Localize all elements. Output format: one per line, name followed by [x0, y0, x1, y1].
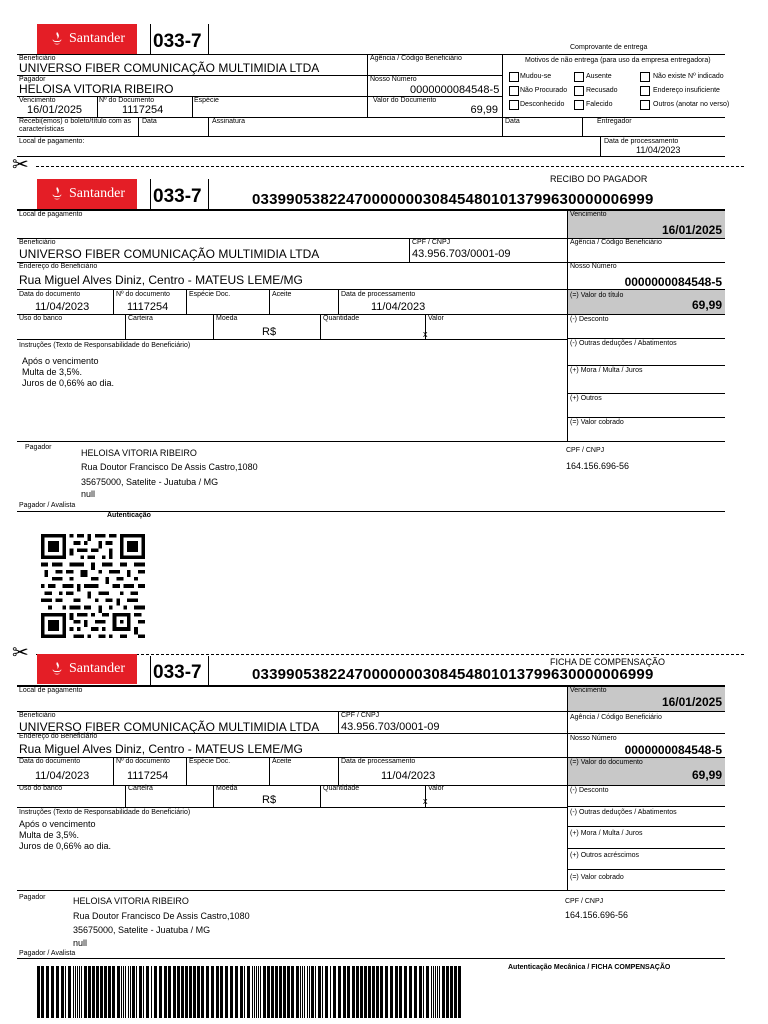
ficha-valor-x: x — [423, 796, 428, 806]
label-pagador: Pagador — [19, 76, 46, 83]
ficha-pagador-nome: HELOISA VITORIA RIBEIRO — [73, 896, 189, 906]
label-pagador: Pagador — [19, 894, 46, 901]
label-uso-banco: Uso do banco — [19, 315, 63, 322]
barcode — [37, 966, 461, 1018]
label-local-pag: Local de pagamento — [19, 211, 83, 218]
ficha-cnpj: 43.956.703/0001-09 — [341, 721, 440, 733]
santander-flame-icon — [49, 31, 65, 47]
label-nosso-numero: Nosso Número — [370, 76, 417, 83]
ficha-nosso-numero: 0000000084548-5 — [624, 743, 722, 757]
label-aceite: Aceite — [272, 758, 292, 765]
label-endereco: Endereço do Beneficiário — [19, 733, 98, 740]
instrucao-line: Multa de 3,5%. — [22, 367, 83, 377]
santander-flame-icon — [49, 186, 65, 202]
cut-line — [36, 654, 744, 655]
label-instrucoes: Instruções (Texto de Responsabilidade do Beneficiário) — [19, 342, 191, 349]
label-local-pag: Local de pagamento: — [19, 138, 85, 145]
ficha-title: FICHA DE COMPENSAÇÃO — [550, 657, 666, 667]
recibo-pagador-cpf: 164.156.696-56 — [566, 461, 630, 471]
ficha-data-proc: 11/04/2023 — [381, 770, 436, 782]
stub-valor-doc: 69,99 — [470, 104, 498, 116]
label-mora: (+) Mora / Multa / Juros — [570, 367, 643, 374]
ficha-pagador-end3: null — [73, 938, 88, 948]
santander-flame-icon — [49, 661, 65, 677]
digitable-line: 03399053822470000000308454801013799630000006999 — [252, 666, 654, 683]
label-autenticacao: Autenticação — [107, 512, 151, 519]
label-vencimento: Vencimento — [570, 211, 607, 218]
label-data-proc: Data de processamento — [341, 758, 416, 765]
recibo-pagador-end1: Rua Doutor Francisco De Assis Castro,1080 — [81, 462, 258, 472]
label-data: Data — [142, 118, 157, 125]
label-valor: Valor — [428, 785, 444, 792]
label-nosso-numero: Nosso Número — [570, 263, 617, 270]
label-num-doc: Nº do Documento — [99, 97, 155, 104]
label-entregador: Entregador — [597, 118, 632, 125]
recibo-data-doc: 11/04/2023 — [35, 301, 90, 313]
instrucao-line: Juros de 0,66% ao dia. — [22, 378, 115, 388]
label-data-proc: Data de processamento — [341, 291, 416, 298]
stub-title: Comprovante de entrega — [570, 44, 648, 51]
label-desconto: (-) Desconto — [570, 787, 609, 794]
label-vencimento: Vencimento — [570, 687, 607, 694]
santander-logo — [37, 24, 137, 54]
label-data2: Data — [505, 118, 520, 125]
label-moeda: Moeda — [216, 785, 238, 792]
label-agencia: Agência / Código Beneficiário — [570, 714, 662, 721]
recibo-data-proc: 11/04/2023 — [371, 301, 426, 313]
label-mora: (+) Mora / Multa / Juros — [570, 830, 643, 837]
label-desconto: (-) Desconto — [570, 316, 609, 323]
label-cpf-cnpj: CPF / CNPJ — [412, 239, 451, 246]
label-assinatura: Assinatura — [212, 118, 246, 125]
recibo-pagador-nome: HELOISA VITORIA RIBEIRO — [81, 448, 197, 458]
label-especie-doc: Espécie Doc. — [189, 758, 231, 765]
recibo-cnpj: 43.956.703/0001-09 — [412, 248, 511, 260]
instrucao-line: Após o vencimento — [19, 819, 96, 829]
instrucao-line: Após o vencimento — [22, 356, 99, 366]
ficha-num-doc: 1117254 — [127, 770, 169, 782]
label-carteira: Carteira — [128, 315, 153, 322]
label-pagador-cpf: CPF / CNPJ — [565, 898, 604, 905]
label-pagador: Pagador — [25, 444, 52, 451]
ficha-pagador-end1: Rua Doutor Francisco De Assis Castro,1080 — [73, 911, 250, 921]
label-data-doc: Data do documento — [19, 758, 81, 765]
label-valor-doc: (=) Valor do documento — [570, 759, 643, 766]
label-data-proc: Data de processamento — [604, 138, 679, 145]
bank-code: 033-7 — [153, 662, 202, 683]
santander-logo — [37, 179, 137, 209]
label-beneficiario: Beneficiário — [19, 55, 56, 62]
recibo-num-doc: 1117254 — [127, 301, 169, 313]
label-pagador-cpf: CPF / CNPJ — [566, 447, 605, 454]
label-instrucoes: Instruções (Texto de Responsabilidade do Beneficiário) — [19, 809, 191, 816]
ficha-vencimento: 16/01/2025 — [661, 695, 722, 709]
label-aceite: Aceite — [272, 291, 292, 298]
label-moeda: Moeda — [216, 315, 238, 322]
stub-vencimento: 16/01/2025 — [27, 104, 83, 116]
label-quantidade: Quantidade — [323, 315, 360, 322]
bank-name: Santander — [69, 31, 125, 46]
ficha-moeda: R$ — [262, 794, 277, 806]
instrucao-line: Multa de 3,5%. — [19, 830, 80, 840]
reasons-title: Motivos de não entrega (para uso da empresa entregadora) — [525, 57, 711, 64]
recibo-valor-x: x — [423, 329, 428, 339]
label-recebemos: Recebi(emos) o boleto/título com as características — [19, 118, 132, 133]
stub-data-proc: 11/04/2023 — [636, 145, 681, 155]
stub-beneficiario: UNIVERSO FIBER COMUNICAÇÃO MULTIMIDIA LTDA — [19, 61, 320, 75]
digitable-line: 03399053822470000000308454801013799630000006999 — [252, 191, 654, 208]
label-agencia: Agência / Código Beneficiário — [570, 239, 662, 246]
recibo-beneficiario: UNIVERSO FIBER COMUNICAÇÃO MULTIMIDIA LTDA — [19, 247, 320, 261]
label-endereco: Endereço do Beneficiário — [19, 263, 98, 270]
label-outros: (+) Outros acréscimos — [570, 852, 640, 859]
label-beneficiario: Beneficiário — [19, 239, 56, 246]
stub-num-doc: 1117254 — [122, 104, 164, 116]
label-valor-cobrado: (=) Valor cobrado — [570, 419, 624, 426]
label-beneficiario: Beneficiário — [19, 712, 56, 719]
recibo-endereco: Rua Miguel Alves Diniz, Centro - MATEUS LEME/MG — [19, 273, 303, 287]
cut-line — [36, 166, 744, 167]
label-avalista: Pagador / Avalista — [19, 950, 76, 957]
label-especie-doc: Espécie Doc. — [189, 291, 231, 298]
label-local-pag: Local de pagamento — [19, 687, 83, 694]
recibo-pagador-end2: 35675000, Satelite - Juatuba / MG — [81, 477, 219, 487]
label-valor-cobrado: (=) Valor cobrado — [570, 874, 624, 881]
label-vencimento: Vencimento — [19, 97, 56, 104]
label-valor: Valor — [428, 315, 444, 322]
ficha-beneficiario: UNIVERSO FIBER COMUNICAÇÃO MULTIMIDIA LTDA — [19, 720, 320, 734]
recibo-moeda: R$ — [262, 326, 277, 338]
ficha-endereco: Rua Miguel Alves Diniz, Centro - MATEUS LEME/MG — [19, 742, 303, 756]
label-carteira: Carteira — [128, 785, 153, 792]
recibo-nosso-numero: 0000000084548-5 — [624, 275, 722, 289]
label-valor-titulo: (=) Valor do título — [570, 292, 624, 299]
label-valor-doc: Valor do Documento — [373, 97, 437, 104]
bank-code: 033-7 — [153, 31, 202, 52]
santander-logo — [37, 654, 137, 684]
bank-name: Santander — [69, 661, 125, 676]
instrucao-line: Juros de 0,66% ao dia. — [19, 841, 112, 851]
label-cpf-cnpj: CPF / CNPJ — [341, 712, 380, 719]
label-agencia: Agência / Código Beneficiário — [370, 55, 462, 62]
stub-nosso-numero: 0000000084548-5 — [410, 84, 500, 96]
label-autenticacao-mecanica: Autenticação Mecânica / FICHA COMPENSAÇÃO — [508, 964, 671, 971]
ficha-pagador-cpf: 164.156.696-56 — [565, 910, 629, 920]
recibo-title: RECIBO DO PAGADOR — [550, 174, 648, 184]
label-especie: Espécie — [194, 97, 219, 104]
label-avalista: Pagador / Avalista — [19, 502, 76, 509]
label-quantidade: Quantidade — [323, 785, 360, 792]
label-data-doc: Data do documento — [19, 291, 81, 298]
recibo-valor-titulo: 69,99 — [691, 298, 722, 312]
recibo-pagador-end3: null — [81, 489, 96, 499]
bank-name: Santander — [69, 186, 125, 201]
scissors-icon: ✂ — [12, 642, 29, 664]
label-deducoes: (-) Outras deduções / Abatimentos — [570, 340, 677, 347]
recibo-vencimento: 16/01/2025 — [661, 223, 722, 237]
bank-code: 033-7 — [153, 186, 202, 207]
label-deducoes: (-) Outras deduções / Abatimentos — [570, 809, 677, 816]
ficha-data-doc: 11/04/2023 — [35, 770, 90, 782]
ficha-pagador-end2: 35675000, Satelite - Juatuba / MG — [73, 925, 211, 935]
label-num-doc: Nº do documento — [116, 758, 170, 765]
label-outros: (+) Outros — [570, 395, 602, 402]
ficha-valor-doc: 69,99 — [691, 768, 722, 782]
scissors-icon: ✂ — [12, 154, 29, 176]
label-nosso-numero: Nosso Número — [570, 735, 617, 742]
label-uso-banco: Uso do banco — [19, 785, 63, 792]
stub-pagador: HELOISA VITORIA RIBEIRO — [19, 82, 174, 96]
qr-code — [38, 534, 148, 638]
label-num-doc: Nº do documento — [116, 291, 170, 298]
